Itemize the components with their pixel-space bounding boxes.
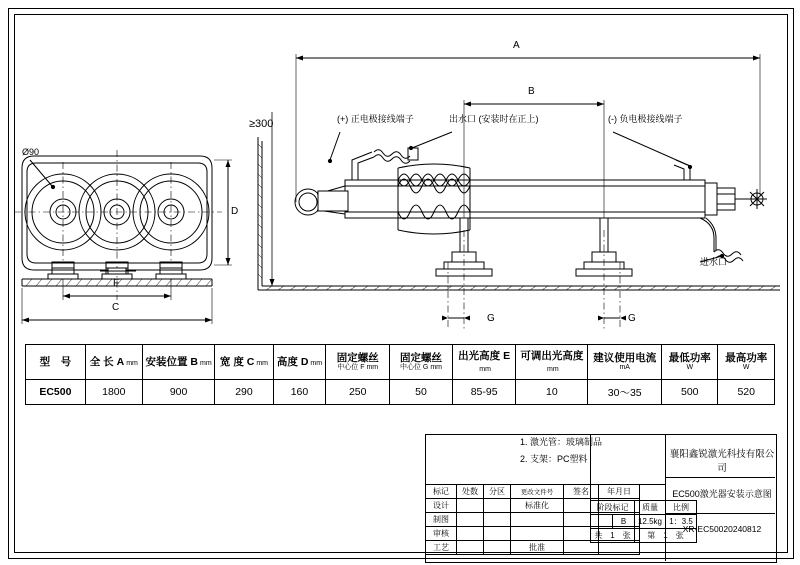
- revision-header-row: [426, 485, 640, 499]
- rev-h-3: 更改文件号: [511, 485, 564, 499]
- stage-v-1: 12.5kg: [635, 515, 666, 529]
- spec-cell-g: 50: [390, 380, 453, 405]
- spec-header-10-unit: W: [686, 364, 694, 371]
- spec-header-6-unit: mm: [430, 364, 442, 371]
- spec-header-4: 高度 D: [276, 355, 309, 368]
- spec-header-1: 全 长 A: [89, 355, 125, 368]
- stage-h-1: 质量: [635, 501, 666, 515]
- spec-cell-maxpower: 520: [718, 380, 775, 405]
- company-name: 襄阳鑫锐激光科技有限公司: [669, 449, 775, 474]
- spec-header-8-unit: mm: [546, 366, 559, 373]
- rev-h-2: 分区: [484, 485, 511, 499]
- note-2: 2. 支架：PC塑料: [520, 454, 588, 465]
- spec-cell-adjust: 10: [516, 380, 588, 405]
- spec-header-5-unit: mm: [366, 364, 379, 371]
- drawing-name: EC500激光器安装示意图: [672, 489, 772, 499]
- rev-r2-c1: [457, 527, 484, 541]
- spec-cell-a: 1800: [85, 380, 142, 405]
- spec-header-5: 固定螺丝: [336, 351, 379, 364]
- spec-header-9: 建议使用电流: [593, 351, 657, 364]
- spec-header-7: 出光高度 E: [458, 349, 511, 362]
- rev-r1-c1: [457, 513, 484, 527]
- spec-header-2-unit: mm: [200, 359, 212, 367]
- stage-value-row: [591, 515, 697, 529]
- rev-r0-c3: 标准化: [511, 499, 564, 513]
- dim-label-G-right: G: [628, 313, 636, 324]
- dim-label-A: A: [513, 40, 520, 51]
- dim-label-diameter: Ø90: [22, 147, 40, 157]
- stage-h-0: 阶段标记: [591, 501, 635, 515]
- spec-header-11-unit: W: [742, 364, 750, 371]
- spec-header-3: 宽 度 C: [219, 355, 255, 368]
- spec-header-3-unit: mm: [256, 359, 268, 367]
- dim-label-F: F: [113, 278, 120, 289]
- rev-r3-c3: 批准: [511, 541, 564, 555]
- dim-label-B: B: [528, 86, 535, 97]
- stage-header-row: [591, 501, 697, 515]
- stage-table: [590, 500, 697, 543]
- rev-r3-c1: [457, 541, 484, 555]
- spec-cell-d: 160: [273, 380, 326, 405]
- dim-label-min-height: ≥300: [249, 118, 274, 130]
- rev-h-0: 标记: [426, 485, 457, 499]
- stage-v-blank: [591, 515, 613, 529]
- spec-table: [25, 344, 775, 405]
- spec-header-6: 固定螺丝: [399, 351, 442, 364]
- rev-h-5: 年月日: [599, 485, 640, 499]
- sheet-total: 共 1 张: [591, 529, 635, 543]
- dim-label-G-left: G: [487, 313, 495, 324]
- callout-water-outlet: 出水口 (安装时在正上): [449, 114, 539, 124]
- sheet-index: 第 1 张: [635, 529, 697, 543]
- spec-table-header-row: [26, 345, 775, 380]
- spec-cell-b: 900: [142, 380, 215, 405]
- stage-v-2: 1：3.5: [666, 515, 697, 529]
- spec-header-7-unit: mm: [479, 366, 491, 373]
- spec-cell-f: 250: [326, 380, 390, 405]
- rev-r0-c1: [457, 499, 484, 513]
- spec-header-8: 可调出光高度: [520, 349, 584, 362]
- dim-label-D: D: [231, 206, 239, 217]
- spec-header-11: 最高功率: [725, 351, 768, 364]
- rev-r1-c0: 制图: [426, 513, 457, 527]
- spec-cell-current: 30～35: [588, 380, 662, 405]
- stage-v-0: B: [613, 515, 635, 529]
- spec-header-0: 型 号: [39, 355, 72, 368]
- drawing-number: XR-EC50020240812: [682, 524, 762, 534]
- callout-positive-terminal: (+) 正电极接线端子: [337, 114, 414, 124]
- rev-r0-c2: [484, 499, 511, 513]
- spec-header-2: 安装位置 B: [145, 355, 198, 368]
- spec-cell-e: 85-95: [452, 380, 515, 405]
- spec-cell-minpower: 500: [662, 380, 718, 405]
- callout-negative-terminal: (-) 负电极接线端子: [608, 114, 683, 124]
- spec-table-row: [26, 380, 775, 405]
- rev-r2-c0: 审核: [426, 527, 457, 541]
- rev-r1-c2: [484, 513, 511, 527]
- rev-r0-c0: 设计: [426, 499, 457, 513]
- title-block-divider-4: [665, 477, 775, 478]
- stage-h-2: 比例: [666, 501, 697, 515]
- spec-header-9-unit: mA: [619, 364, 630, 371]
- sheet-count-row: [591, 529, 697, 543]
- spec-header-4-unit: mm: [310, 359, 323, 367]
- rev-r1-c3: [511, 513, 564, 527]
- callout-water-inlet: 进水口: [700, 257, 728, 267]
- spec-header-1-unit: mm: [126, 359, 138, 367]
- spec-cell-c: 290: [215, 380, 273, 405]
- rev-h-1: 处数: [457, 485, 484, 499]
- rev-h-4: 签名: [564, 485, 599, 499]
- rev-r3-c0: 工艺: [426, 541, 457, 555]
- rev-r3-c2: [484, 541, 511, 555]
- spec-header-5-sub: 中心位 F: [337, 364, 365, 371]
- rev-r2-c3: [511, 527, 564, 541]
- rev-r2-c2: [484, 527, 511, 541]
- spec-header-10: 最低功率: [668, 351, 711, 364]
- note-1: 1. 激光管：玻璃制品: [520, 437, 603, 447]
- spec-header-6-sub: 中心位 G: [399, 364, 429, 371]
- notes-block: [520, 434, 665, 468]
- spec-cell-model: EC500: [26, 380, 86, 405]
- dim-label-C: C: [112, 302, 120, 313]
